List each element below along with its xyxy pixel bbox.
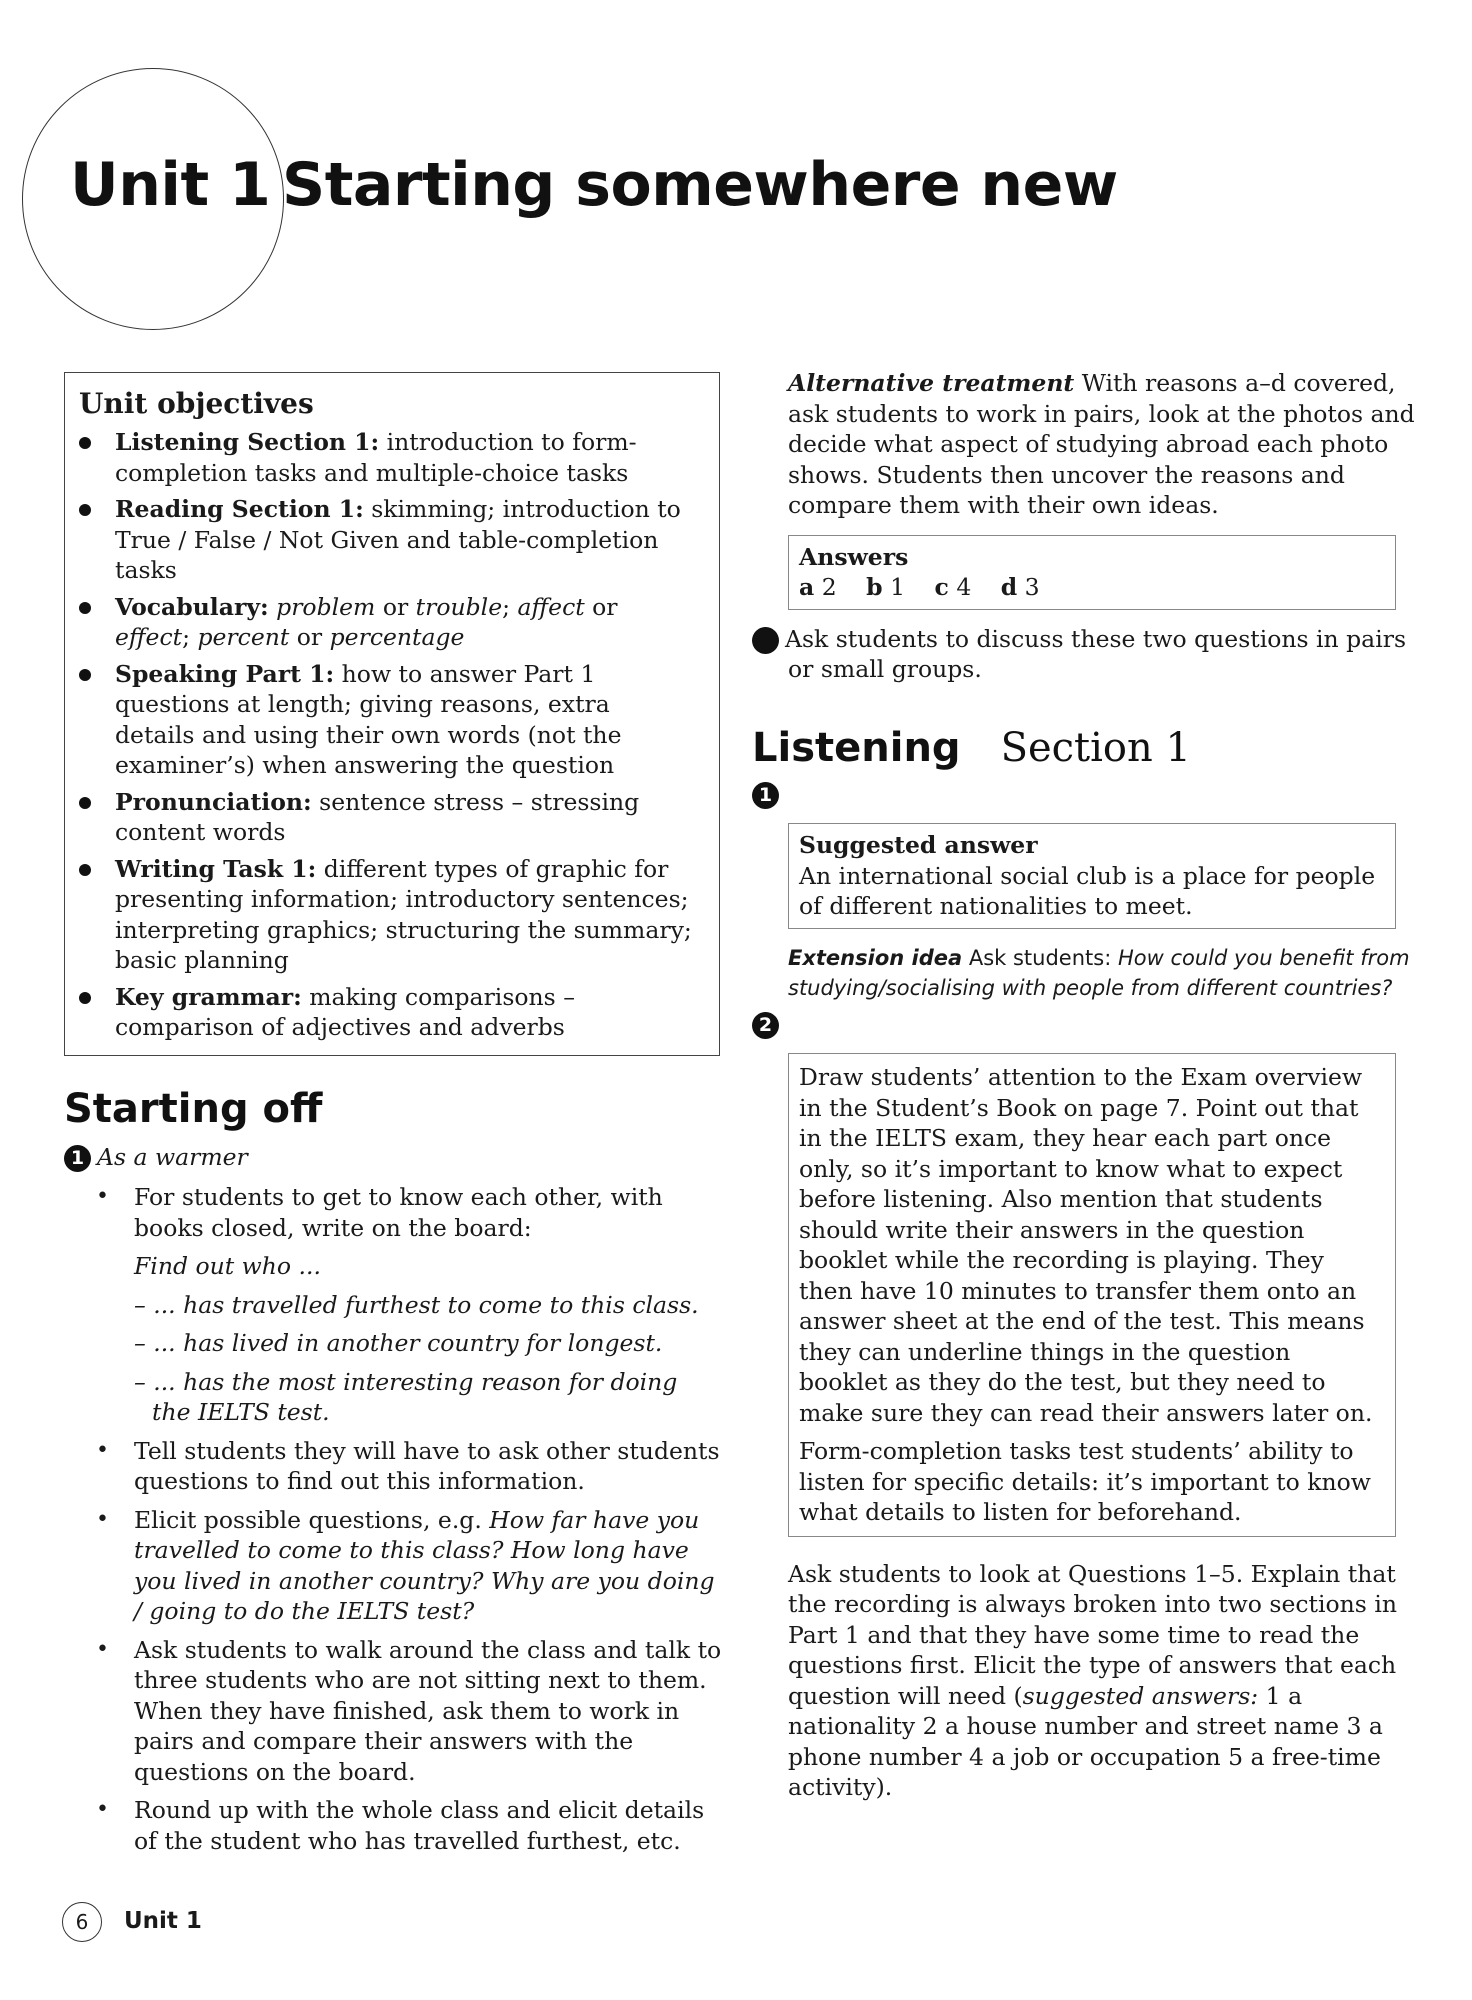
vocab-term: affect [517,592,585,621]
objective-label: Listening Section 1: [115,428,380,456]
number-1-icon: 1 [752,782,779,809]
vocab-sep: or [584,592,618,621]
vocab-term: percentage [329,623,465,651]
answer-item [866,573,905,601]
number-2-icon: 2 [752,1012,779,1039]
list-item [64,1505,722,1627]
objective-item [79,659,695,781]
objective-text: skimming; introduction to True / False / Not Given and table-completion tasks [115,495,681,584]
listening-title: Listening [752,724,961,771]
answers-row [799,572,1385,603]
final-italic: suggested answers: [1022,1681,1259,1710]
page-number: 6 [62,1902,102,1942]
objective-text: how to answer Part 1 questions at length; giving reasons, extra details and using their own words (not the examiner’s) when answering the question [115,659,622,779]
example-questions: How far have you travelled to come to this class? How long have you lived in another country? Why are you doing / going to do the IELTS test? [134,1505,715,1625]
vocab-sep: ; [182,623,198,651]
objective-label: Vocabulary: [115,592,269,621]
exam-info-p2: Form-completion tasks test students’ ability to listen for specific details: it’s important to know what details to listen for beforehand. [799,1437,1371,1526]
list-item: • Tell students they will have to ask other students questions to find out this information. [64,1436,722,1497]
final-lead: Ask students to look at Questions 1–5. Explain that the recording is always broken into two sections in Part 1 and that they have some time to read the questions first. Elicit the type of answers that each question will need ( [788,1559,1397,1710]
bullet-text: • For students to get to know each other, with books closed, write on the board: [134,1183,663,1242]
objective-text: sentence stress – stressing content words [115,787,640,846]
question-2-paragraph [740,624,1416,685]
page-title: Starting somewhere new [282,150,1118,220]
alt-text: With reasons a–d covered, ask students to work in pairs, look at the photos and decide what aspect of studying abroad each photo shows. Students then uncover the reasons and compare them with their own ideas. [788,369,1415,519]
find-out-line: Find out who ... [134,1252,321,1280]
objective-text: introduction to form-completion tasks and multiple-choice tasks [115,428,637,487]
ext-label: Extension idea [788,945,963,970]
right-column [740,368,1416,1813]
number-2-icon: 2 [752,627,779,654]
objective-item [79,787,695,848]
list-item [64,1182,722,1428]
extension-idea [752,943,1416,1003]
list-item: • Round up with the whole class and elicit details of the student who has travelled furthest, etc. [64,1795,722,1856]
find-out-item: – ... has lived in another country for longest. [134,1329,663,1357]
listening-number-2 [752,1009,1416,1040]
objective-text: different types of graphic for presenting information; introductory sentences; interpreting graphics; structuring the summary; basic planning [115,854,692,974]
question-2-text: Ask students to discuss these two questions in pairs or small groups. [785,624,1407,683]
suggested-title: Suggested answer [799,831,1038,859]
starting-off-heading: Starting off [64,1085,323,1132]
footer-unit-label: Unit 1 [124,1908,202,1934]
objective-text: making comparisons – comparison of adjectives and adverbs [115,982,575,1041]
objectives-list [79,427,695,1043]
alt-label: Alternative treatment [788,369,1075,397]
number-1-icon: 1 [64,1145,91,1172]
answer-letter: a [799,573,815,601]
ext-lead: Ask students: [962,945,1118,970]
warmer-label: As a warmer [97,1142,248,1171]
objective-label: Pronunciation: [115,787,312,816]
unit-label: Unit 1 [70,150,271,220]
unit-objectives-box [64,372,720,1056]
vocab-sep: or [289,623,330,651]
warmer-line [64,1142,722,1173]
answer-num: 1 [890,573,906,601]
ext-question: How could you benefit from studying/socialising with people from different countries? [788,945,1410,1000]
answer-letter: b [866,573,883,601]
final-tail: 1 a nationality 2 a house number and street name 3 a phone number 4 a job or occupation 5 a free-time activity). [788,1681,1383,1801]
list-item: • Ask students to walk around the class and talk to three students who are not sitting next to them. When they have finished, ask them to work in pairs and compare their answers with the questions on the board. [64,1635,722,1788]
objective-item [79,592,695,653]
find-out-item: – ... has the most interesting reason for doing the IELTS test. [134,1367,678,1426]
objective-label: Key grammar: [115,982,302,1011]
objective-item [79,854,695,976]
objectives-title: Unit objectives [79,387,314,420]
objective-item [79,427,695,488]
vocab-term: problem [276,592,376,621]
objective-label: Speaking Part 1: [115,659,335,688]
questions-paragraph [752,1559,1416,1803]
alternative-treatment [752,368,1416,521]
listening-section: Section 1 [1000,724,1191,771]
vocab-sep: ; [502,592,518,621]
answers-box [788,535,1396,610]
exam-info-box [788,1053,1396,1537]
answer-item [799,573,837,601]
objective-label: Writing Task 1: [115,854,317,883]
objective-label: Reading Section 1: [115,495,364,523]
left-column [64,372,722,1864]
objective-item [79,982,695,1043]
find-out-item: – ... has travelled furthest to come to this class. [134,1290,699,1319]
objective-item [79,494,695,586]
answer-letter: d [1000,573,1018,601]
vocab-term: percent [197,623,290,651]
listening-heading [752,725,1416,771]
answer-num: 2 [821,573,837,601]
bullet-text: Elicit possible questions, e.g. [134,1505,490,1534]
listening-number-1 [752,779,1416,810]
suggested-answer-box [788,823,1396,929]
answer-letter: c [934,573,949,601]
vocab-term: effect [115,623,183,651]
warmer-steps [64,1182,722,1856]
answer-item [935,573,972,601]
suggested-text: An international social club is a place for people of different nationalities to meet. [799,861,1376,920]
answer-item [1001,573,1040,601]
vocab-term: trouble [415,592,503,621]
exam-info-p1: Draw students’ attention to the Exam overview in the Student’s Book on page 7. Point out that in the IELTS exam, they hear each part once only, so it’s important to know what to expect before listening. Also mention that students should write their answers in the question booklet while the recording is playing. They then have 10 minutes to transfer them onto an answer sheet at the end of the test. This means they can underline things in the question booklet as they do the test, but they need to make sure they can read their answers later on. [799,1063,1373,1427]
answer-num: 3 [1024,573,1040,601]
answer-num: 4 [956,573,972,601]
answers-title: Answers [799,542,909,571]
vocab-sep: or [375,592,416,621]
